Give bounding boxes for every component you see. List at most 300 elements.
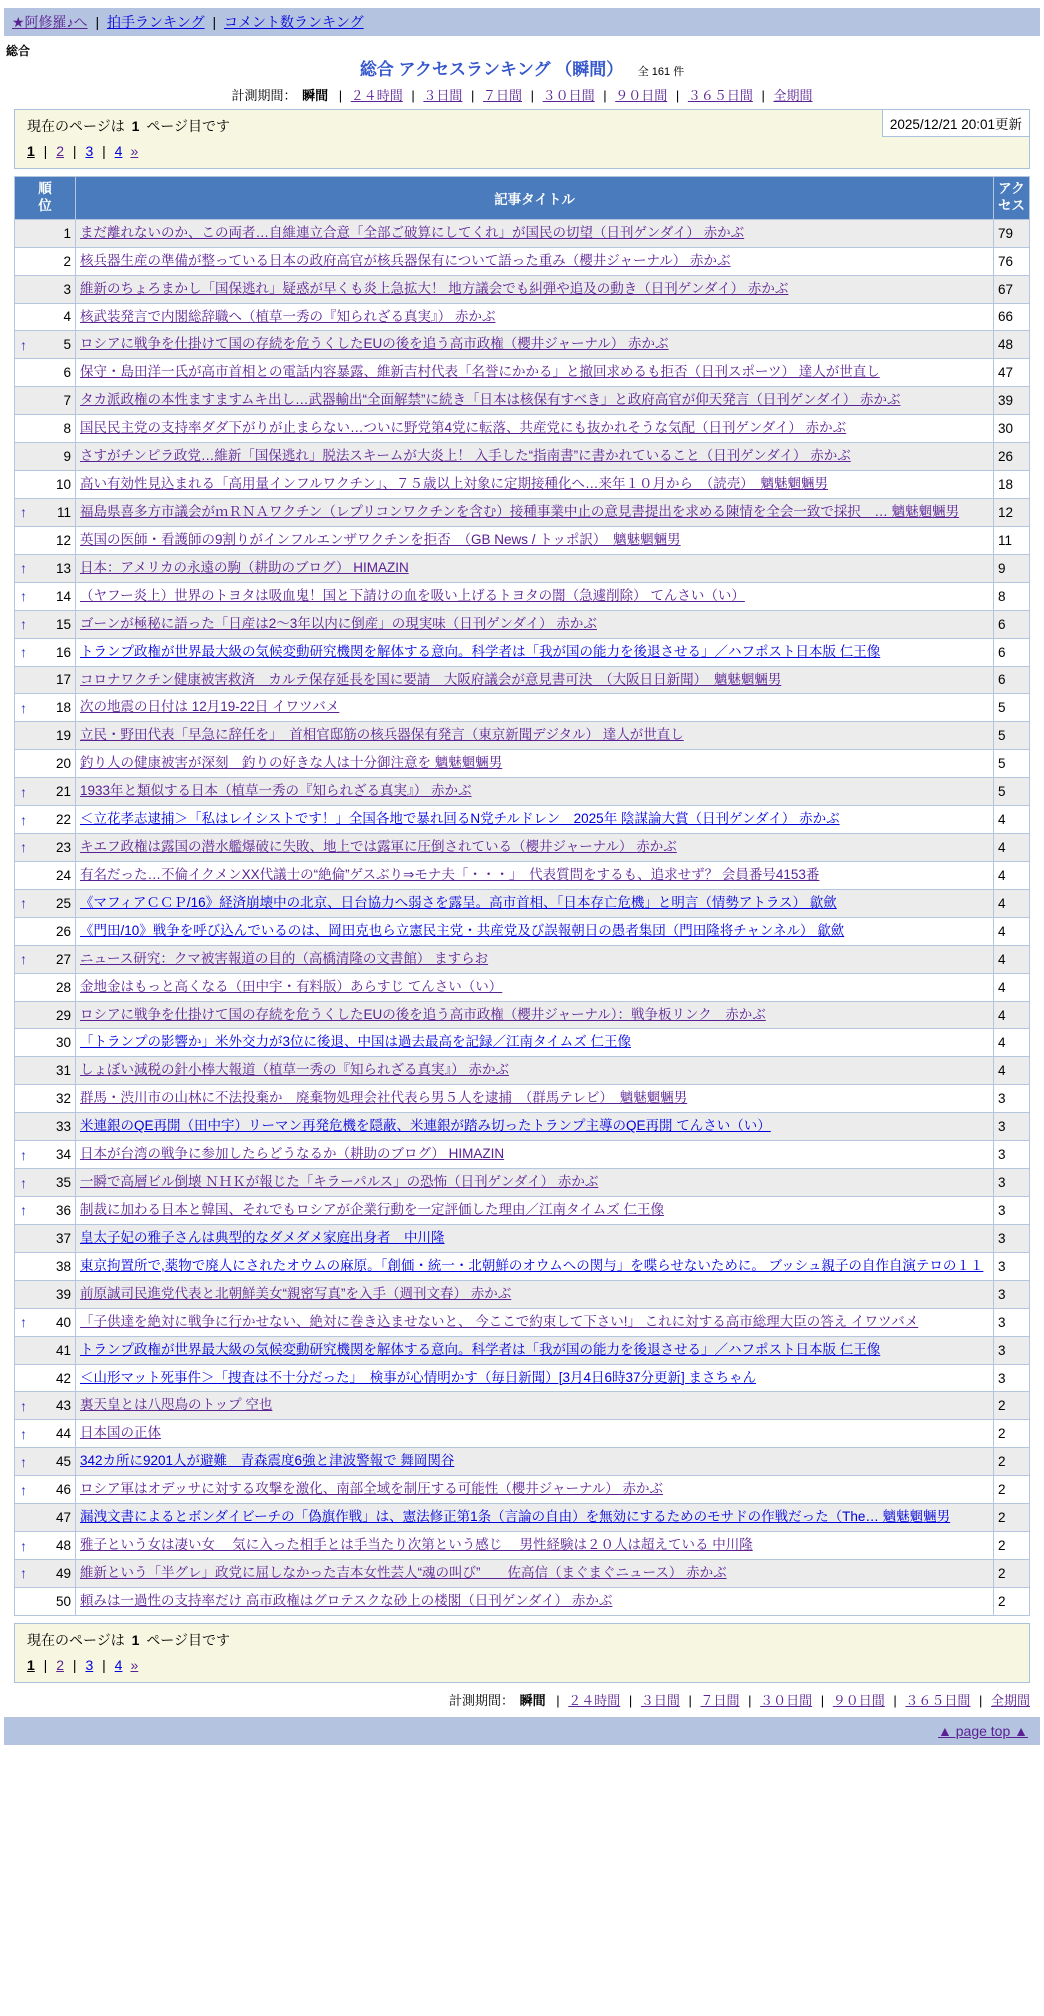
rank-number: 2 [63,253,71,269]
title-cell [76,582,994,610]
period-option-link[interactable]: ３日間 [640,1692,680,1708]
access-count: 2 [993,1420,1029,1448]
period-option-link[interactable]: ３６５日間 [687,88,753,103]
rank-cell [15,1280,76,1308]
period-option-link[interactable]: ７日間 [700,1692,740,1708]
article-link[interactable]: 《マフィアＣＣＰ/16》経済崩壊中の北京、日台協力へ弱さを露呈。高市首相、「日本存亡危機」と明言（情勢アトラス） 歙歛 [80,894,837,910]
title-cell [76,219,994,247]
rank-cell [15,387,76,415]
table-row [15,1587,1030,1615]
topbar-link[interactable]: コメント数ランキング [224,14,364,30]
table-row [15,1420,1030,1448]
article-link[interactable]: 英国の医師・看護師の9割りがインフルエンザワクチンを拒否 （GB News / トッポ訳） 魑魅魍魎男 [80,531,681,547]
title-cell [76,1280,994,1308]
access-count: 18 [993,471,1029,499]
separator: | [335,88,346,103]
article-link[interactable]: トランプ政権が世界最大級の気候変動研究機関を解体する意向。科学者は「我が国の能力を後退させる」／ハフポスト日本版 仁王像 [80,1341,881,1357]
rank-cell [15,1532,76,1560]
table-row [15,666,1030,694]
table-row [15,1252,1030,1280]
access-count: 2 [993,1392,1029,1420]
rank-up-icon: ↑ [20,644,27,661]
rank-number: 7 [63,393,71,409]
rank-number: 38 [55,1258,71,1274]
table-row [15,1113,1030,1141]
rank-up-icon: ↑ [20,1146,27,1163]
table-row [15,1560,1030,1588]
title-cell [76,889,994,917]
rank-cell [15,1141,76,1169]
table-row [15,331,1030,359]
rank-cell [15,666,76,694]
table-row [15,1336,1030,1364]
separator: | [91,14,103,30]
separator: | [527,88,538,103]
access-count: 6 [993,666,1029,694]
pagination-current-page: 1 [27,1656,35,1673]
access-count: 47 [993,359,1029,387]
access-count: 3 [993,1252,1029,1280]
table-row [15,247,1030,275]
pagination-next-link[interactable]: » [130,143,139,159]
rank-cell [15,694,76,722]
article-link[interactable]: 342カ所に9201人が避難 青森震度6強と津波警報で 舞岡関谷 [80,1453,455,1469]
article-link[interactable]: 漏洩文書によるとボンダイビーチの「偽旗作戦」は、憲法修正第1条（言論の自由）を無効にするためのモサドの作戦だった（The… 魑魅魍魎男 [80,1509,951,1525]
title-cell [76,722,994,750]
title-cell [76,1169,994,1197]
period-option-link[interactable]: ３０日間 [760,1692,813,1708]
table-row [15,582,1030,610]
table-row [15,889,1030,917]
rank-number: 4 [63,309,71,325]
rank-number: 27 [55,951,71,967]
title-cell [76,1113,994,1141]
period-option-link[interactable]: ３６５日間 [905,1692,971,1708]
table-row [15,973,1030,1001]
table-row [15,526,1030,554]
table-row [15,1448,1030,1476]
table-row [15,1001,1030,1029]
period-option-link[interactable]: ７日間 [482,88,522,103]
article-link[interactable]: 金地金はもっと高くなる（田中宇・有料版）あらすじ てんさい（い） [80,978,503,994]
title-cell [76,1587,994,1615]
rank-number: 23 [55,839,71,855]
table-row [15,722,1030,750]
table-row [15,750,1030,778]
table-row [15,806,1030,834]
title-line [0,59,1044,83]
article-link[interactable]: 「トランプの影響か」米外交力が3位に後退、中国は過去最高を記録／江南タイムズ 仁王像 [80,1034,631,1050]
rank-number: 8 [63,421,71,437]
article-link[interactable]: 一瞬で高層ビル倒壊 ＮＨＫが報じた「キラーパルス」の恐怖（日刊ゲンダイ） 赤かぶ [80,1174,599,1190]
rank-cell [15,1197,76,1225]
table-row [15,1029,1030,1057]
access-count: 76 [993,247,1029,275]
rank-number: 50 [55,1593,71,1609]
access-count: 5 [993,722,1029,750]
rank-number: 28 [55,979,71,995]
updated-timestamp: 2025/12/21 20:01更新 [882,110,1029,137]
period-option-link[interactable]: ３日間 [423,88,463,103]
access-count: 4 [993,973,1029,1001]
pagination-top [27,142,1017,161]
access-count: 4 [993,917,1029,945]
access-count: 3 [993,1364,1029,1392]
page-info-box-bottom [14,1623,1030,1683]
table-row [15,1364,1030,1392]
article-link[interactable]: 1933年と類似する日本（植草一秀の『知られざる真実』） 赤かぶ [80,783,472,799]
table-row [15,415,1030,443]
title-cell [76,1420,994,1448]
article-link[interactable]: ゴーンが極秘に語った「日産は2～3年以内に倒産」の現実味（日刊ゲンダイ） 赤かぶ [80,615,597,631]
rank-cell [15,1392,76,1420]
separator: | [672,88,683,103]
rank-up-icon: ↑ [20,588,27,605]
article-link[interactable]: 日本が台湾の戦争に参加したらどうなるか（耕助のブログ） HIMAZIN [80,1146,505,1162]
title-cell [76,834,994,862]
rank-cell [15,582,76,610]
title-cell [76,471,994,499]
period-option-link[interactable]: ２４時間 [350,88,403,103]
ranking-table-body [15,219,1030,1615]
title-cell [76,1476,994,1504]
rank-number: 19 [55,728,71,744]
page-info-current: 1 [131,118,140,134]
period-selector-bottom [14,1691,1030,1710]
title-cell [76,526,994,554]
title-cell [76,806,994,834]
access-count: 67 [993,275,1029,303]
rank-number: 21 [55,784,71,800]
article-link[interactable]: まだ離れないのか、この両者…自維連立合意「全部ご破算にしてくれ」が国民の切望（日刊ゲンダイ） 赤かぶ [80,224,745,240]
category-label: 総合 [6,44,31,58]
rank-cell [15,498,76,526]
pagination-page-link[interactable]: 4 [114,143,123,159]
page-top-link[interactable]: ▲ page top ▲ [938,1722,1028,1739]
article-link[interactable]: 前原誠司民進党代表と北朝鮮美女“親密写真”を入手（週刊文春） 赤かぶ [80,1285,512,1301]
article-link[interactable]: 次の地震の日付は 12月19-22日 イワツバメ [80,699,340,715]
period-option-link[interactable]: ９０日間 [615,88,668,103]
title-cell [76,973,994,1001]
period-selector-top [14,86,1030,105]
rank-number: 22 [55,812,71,828]
rank-up-icon: ↑ [20,839,27,856]
article-link[interactable]: 皇太子妃の雅子さんは典型的なダメダメ家庭出身者 中川隆 [80,1229,445,1245]
table-row [15,1280,1030,1308]
article-link[interactable]: 「子供達を絶対に戦争に行かせない、絶対に巻き込ませないと、 今ここで約束して下さい!」 これに対する高市総理大臣の答え イワツバメ [80,1313,919,1329]
article-link[interactable]: 日本：アメリカの永遠の駒（耕助のブログ） HIMAZIN [80,559,409,575]
table-row [15,1392,1030,1420]
title-cell [76,1224,994,1252]
access-count: 66 [993,303,1029,331]
table-row [15,694,1030,722]
rank-cell [15,610,76,638]
pagination-page-link[interactable]: 3 [85,1656,94,1673]
title-cell [76,610,994,638]
rank-cell [15,415,76,443]
title-cell [76,1252,994,1280]
article-link[interactable]: しょぼい減税の針小棒大報道（植草一秀の『知られざる真実』） 赤かぶ [80,1062,509,1078]
column-header-access: アクセス [993,177,1029,220]
pagination-page-link[interactable]: 2 [56,1656,65,1673]
rank-cell [15,917,76,945]
article-link[interactable]: 日本国の正体 [80,1425,161,1441]
title-cell [76,917,994,945]
article-link[interactable]: 東京拘置所で,薬物で廃人にされたオウムの麻原。「創価・統一・北朝鮮のオウムへの関与」を喋らせないために。 ブッシュ親子の自作自演テロの１１ [80,1257,984,1273]
rank-cell [15,1504,76,1532]
rank-number: 34 [55,1147,71,1163]
table-row [15,610,1030,638]
table-row [15,1197,1030,1225]
rank-number: 16 [55,644,71,660]
access-count: 8 [993,582,1029,610]
page-info-suffix: ページ目です [146,1631,231,1648]
access-count: 2 [993,1448,1029,1476]
rank-number: 6 [63,365,71,381]
article-link[interactable]: ニュース研究：クマ被害報道の目的（高橋清隆の文書館） ますらお [80,950,489,966]
access-count: 48 [993,331,1029,359]
table-row [15,1141,1030,1169]
period-current: 瞬間 [302,88,329,103]
period-option-link[interactable]: ３０日間 [542,88,595,103]
access-count: 5 [993,750,1029,778]
rank-up-icon: ↑ [20,1453,27,1470]
access-count: 6 [993,638,1029,666]
access-count: 3 [993,1197,1029,1225]
article-link[interactable]: コロナワクチン健康被害救済 カルテ保存延長を国に要請 大阪府議会が意見書可決 （大阪日日新聞） 魑魅魍魎男 [80,671,782,687]
pagination-page-link[interactable]: 2 [56,143,65,159]
rank-cell [15,1587,76,1615]
period-option-link[interactable]: 全期間 [990,1692,1030,1708]
title-cell [76,1448,994,1476]
rank-cell [15,1113,76,1141]
rank-number: 49 [55,1565,71,1581]
rank-number: 40 [55,1314,71,1330]
rank-cell [15,359,76,387]
rank-cell [15,778,76,806]
article-link[interactable]: 《門田/10》戦争を呼び込んでいるのは、岡田克也ら立憲民主党・共産党及び誤報朝日の愚者集団（門田隆将チャンネル） 歙歛 [80,922,845,938]
title-cell [76,778,994,806]
separator: | [208,14,220,30]
article-link[interactable]: ＜山形マット死事件＞「捜査は不十分だった」 検事が心情明かす（毎日新聞）[3月4日6時37分更新] まさちゃん [80,1369,757,1385]
article-link[interactable]: 米連銀のQE再開（田中宇）リーマン再発危機を隠蔽、米連銀が踏み切ったトランプ主導のQE再開 てんさい（い） [80,1118,771,1134]
table-row [15,1532,1030,1560]
access-count: 3 [993,1169,1029,1197]
title-cell [76,247,994,275]
rank-up-icon: ↑ [20,504,27,521]
rank-cell [15,1364,76,1392]
rank-up-icon: ↑ [20,1481,27,1498]
article-link[interactable]: ＜立花孝志逮捕＞「私はレイシストです！」全国各地で暴れ回るN党チルドレン 2025年 陰謀論大賞（日刊ゲンダイ） 赤かぶ [80,811,840,827]
period-option-link[interactable]: ２４時間 [568,1692,621,1708]
article-link[interactable]: さすがチンピラ政党…維新「国保逃れ」脱法スキームが大炎上！ 入手した“指南書”に書かれていること（日刊ゲンダイ） 赤かぶ [80,448,851,464]
title-cell [76,275,994,303]
rank-number: 33 [55,1119,71,1135]
rank-number: 11 [56,504,71,520]
rank-cell [15,1085,76,1113]
article-link[interactable]: 福島県喜多方市議会がｍＲＮＡワクチン（レプリコンワクチンを含む）接種事業中止の意見書提出を求める陳情を全会一致で採択 … 魑魅魍魎男 [80,503,960,519]
table-row [15,1169,1030,1197]
article-link[interactable]: 核武装発言で内閣総辞職へ（植草一秀の『知られざる真実』） 赤かぶ [80,308,496,324]
separator: | [889,1692,901,1708]
rank-up-icon: ↑ [20,1425,27,1442]
title-cell [76,1001,994,1029]
access-count: 5 [993,694,1029,722]
article-link[interactable]: ロシア軍はオデッサに対する攻撃を激化、南部全域を制圧する可能性（櫻井ジャーナル） 赤かぶ [80,1481,664,1497]
separator: | [39,1656,52,1673]
rank-cell [15,722,76,750]
rank-up-icon: ↑ [20,1314,27,1331]
rank-cell [15,889,76,917]
title-cell [76,359,994,387]
rank-up-icon: ↑ [20,1565,27,1582]
article-link[interactable]: 有名だった…不倫イクメンXX代議士の“絶倫”ゲスぶり⇒モナ夫「・・・」 代表質問をするも、追求せず？ 会員番号4153番 [80,866,820,882]
title-cell [76,303,994,331]
rank-cell [15,219,76,247]
page-info-current: 1 [131,1631,140,1648]
separator: | [757,88,769,103]
title-cell [76,694,994,722]
period-option-link[interactable]: 全期間 [773,88,813,103]
rank-number: 5 [63,337,71,353]
article-link[interactable]: トランプ政権が世界最大級の気候変動研究機関を解体する意向。科学者は「我が国の能力を後退させる」／ハフポスト日本版 仁王像 [80,643,881,659]
page-info-text [27,116,1017,136]
article-link[interactable]: 立民・野田代表「早急に辞任を」 首相官邸筋の核兵器保有発言（東京新聞デジタル） 達人が世直し [80,727,684,743]
topbar-link[interactable]: 拍手ランキング [106,14,205,30]
article-link[interactable]: ロシアに戦争を仕掛けて国の存続を危うくしたEUの後を追う高市政権（櫻井ジャーナル）：戦争板リンク 赤かぶ [80,1006,766,1022]
rank-number: 43 [55,1398,71,1414]
article-link[interactable]: 裏天皇とは八咫鳥のトップ 空也 [80,1397,273,1413]
table-row [15,275,1030,303]
title-cell [76,415,994,443]
rank-number: 37 [55,1230,71,1246]
title-cell [76,554,994,582]
separator: | [684,1692,696,1708]
article-link[interactable]: キエフ政権は露国の潜水艦爆破に失敗、地上では露軍に圧倒されている（櫻井ジャーナル） 赤かぶ [80,839,677,855]
table-row [15,945,1030,973]
rank-number: 31 [55,1063,71,1079]
table-row [15,359,1030,387]
title-cell [76,1308,994,1336]
access-count: 6 [993,610,1029,638]
separator: | [69,1656,81,1673]
page-info-box-top [14,109,1030,169]
table-row [15,387,1030,415]
rank-number: 25 [55,895,71,911]
article-link[interactable]: 群馬・渋川市の山林に不法投棄か 廃棄物処理会社代表ら男５人を逮捕 （群馬テレビ） 魑魅魍魎男 [80,1090,688,1106]
rank-cell [15,1476,76,1504]
bottombar [4,1717,1040,1745]
rank-cell [15,834,76,862]
article-link[interactable]: 維新のちょろまかし「国保逃れ」疑惑が早くも炎上急拡大！ 地方議会でも糾弾や追及の動き（日刊ゲンダイ） 赤かぶ [80,280,789,296]
table-row [15,638,1030,666]
rank-number: 39 [55,1286,71,1302]
article-link[interactable]: ロシアに戦争を仕掛けて国の存続を危うくしたEUの後を追う高市政権（櫻井ジャーナル） 赤かぶ [80,336,669,352]
access-count: 4 [993,1057,1029,1085]
rank-cell [15,750,76,778]
rank-cell [15,1057,76,1085]
rank-up-icon: ↑ [20,336,27,353]
table-row [15,554,1030,582]
pagination-page-link[interactable]: 4 [114,1656,123,1673]
rank-up-icon: ↑ [20,811,27,828]
article-link[interactable]: 保守・島田洋一氏が高市首相との電話内容暴露、維新吉村代表「名誉にかかる」と撤回求めるも拒否（日刊スポーツ） 達人が世直し [80,364,880,380]
article-link[interactable]: 頼みは一過性の支持率だけ 高市政権はグロテスクな砂上の楼閣（日刊ゲンダイ） 赤かぶ [80,1592,613,1608]
article-link[interactable]: タカ派政権の本性ますますムキ出し…武器輸出“全面解禁”に続き「日本は核保有すべき」と政府高官が仰天発言（日刊ゲンダイ） 赤かぶ [80,392,901,408]
access-count: 30 [993,415,1029,443]
rank-cell [15,554,76,582]
rank-number: 1 [63,225,71,241]
separator: | [69,143,81,159]
rank-cell [15,303,76,331]
rank-number: 17 [55,672,71,688]
separator: | [467,88,478,103]
separator: | [407,88,419,103]
access-count: 4 [993,834,1029,862]
separator: | [98,143,110,159]
rank-cell [15,247,76,275]
access-count: 3 [993,1085,1029,1113]
rank-up-icon: ↑ [20,783,27,800]
access-count: 11 [993,526,1029,554]
article-link[interactable]: 釣り人の健康被害が深刻 釣りの好きな人は十分御注意を 魑魅魍魎男 [80,755,503,771]
rank-cell [15,1252,76,1280]
pagination-page-link[interactable]: 3 [85,143,94,159]
rank-up-icon: ↑ [20,616,27,633]
article-link[interactable]: 雅子という女は凄い女 ＿気に入った相手とは手当たり次第という感じ ＿男性経験は２０人は超えている 中川隆 [80,1537,753,1553]
topbar-link[interactable]: ★阿修羅♪へ [12,14,88,30]
article-link[interactable]: 国民民主党の支持率ダダ下がりが止まらない…ついに野党第4党に転落、共産党にも抜かれそうな気配（日刊ゲンダイ） 赤かぶ [80,420,847,436]
period-option-link[interactable]: ９０日間 [832,1692,885,1708]
rank-number: 15 [55,616,71,632]
separator: | [599,88,611,103]
article-link[interactable]: 高い有効性見込まれる「高用量インフルワクチン」、７５歳以上対象に定期接種化へ…来年１０月から （読売） 魑魅魍魎男 [80,476,829,492]
rank-number: 46 [55,1482,71,1498]
rank-cell [15,443,76,471]
access-count: 3 [993,1113,1029,1141]
title-cell [76,1336,994,1364]
ranking-table [14,176,1030,1616]
article-link[interactable]: 制裁に加わる日本と韓国、それでもロシアが企業行動を一定評価した理由／江南タイムズ 仁王像 [80,1202,664,1218]
rank-cell [15,806,76,834]
column-header-rank: 順位 [15,177,76,220]
rank-number: 12 [55,532,71,548]
access-count: 39 [993,387,1029,415]
article-link[interactable]: 核兵器生産の準備が整っている日本の政府高官が核兵器保有について語った重み（櫻井ジャーナル） 赤かぶ [80,252,731,268]
article-link[interactable]: （ヤフー炎上）世界のトヨタは吸血鬼！国と下請けの血を吸い上げるトヨタの闇（急遽削除） てんさい（い） [80,587,745,603]
column-header-title: 記事タイトル [76,177,994,220]
table-row [15,778,1030,806]
title-cell [76,331,994,359]
separator: | [817,1692,828,1708]
rank-cell [15,1336,76,1364]
article-link[interactable]: 維新という「半グレ」政党に屈しなかった吉本女性芸人“魂の叫び” 佐高信（まぐまぐニュース） 赤かぶ [80,1565,727,1580]
page-title: 総合 アクセスランキング （瞬間） [359,60,624,79]
title-cell [76,1560,994,1588]
title-cell [76,750,994,778]
rank-number: 24 [55,867,71,883]
separator: | [975,1692,986,1708]
access-count: 4 [993,806,1029,834]
title-cell [76,1504,994,1532]
title-cell [76,1364,994,1392]
title-cell [76,1532,994,1560]
access-count: 3 [993,1308,1029,1336]
rank-number: 26 [55,923,71,939]
table-row [15,1504,1030,1532]
pagination-next-link[interactable]: » [130,1656,139,1673]
table-row [15,1224,1030,1252]
